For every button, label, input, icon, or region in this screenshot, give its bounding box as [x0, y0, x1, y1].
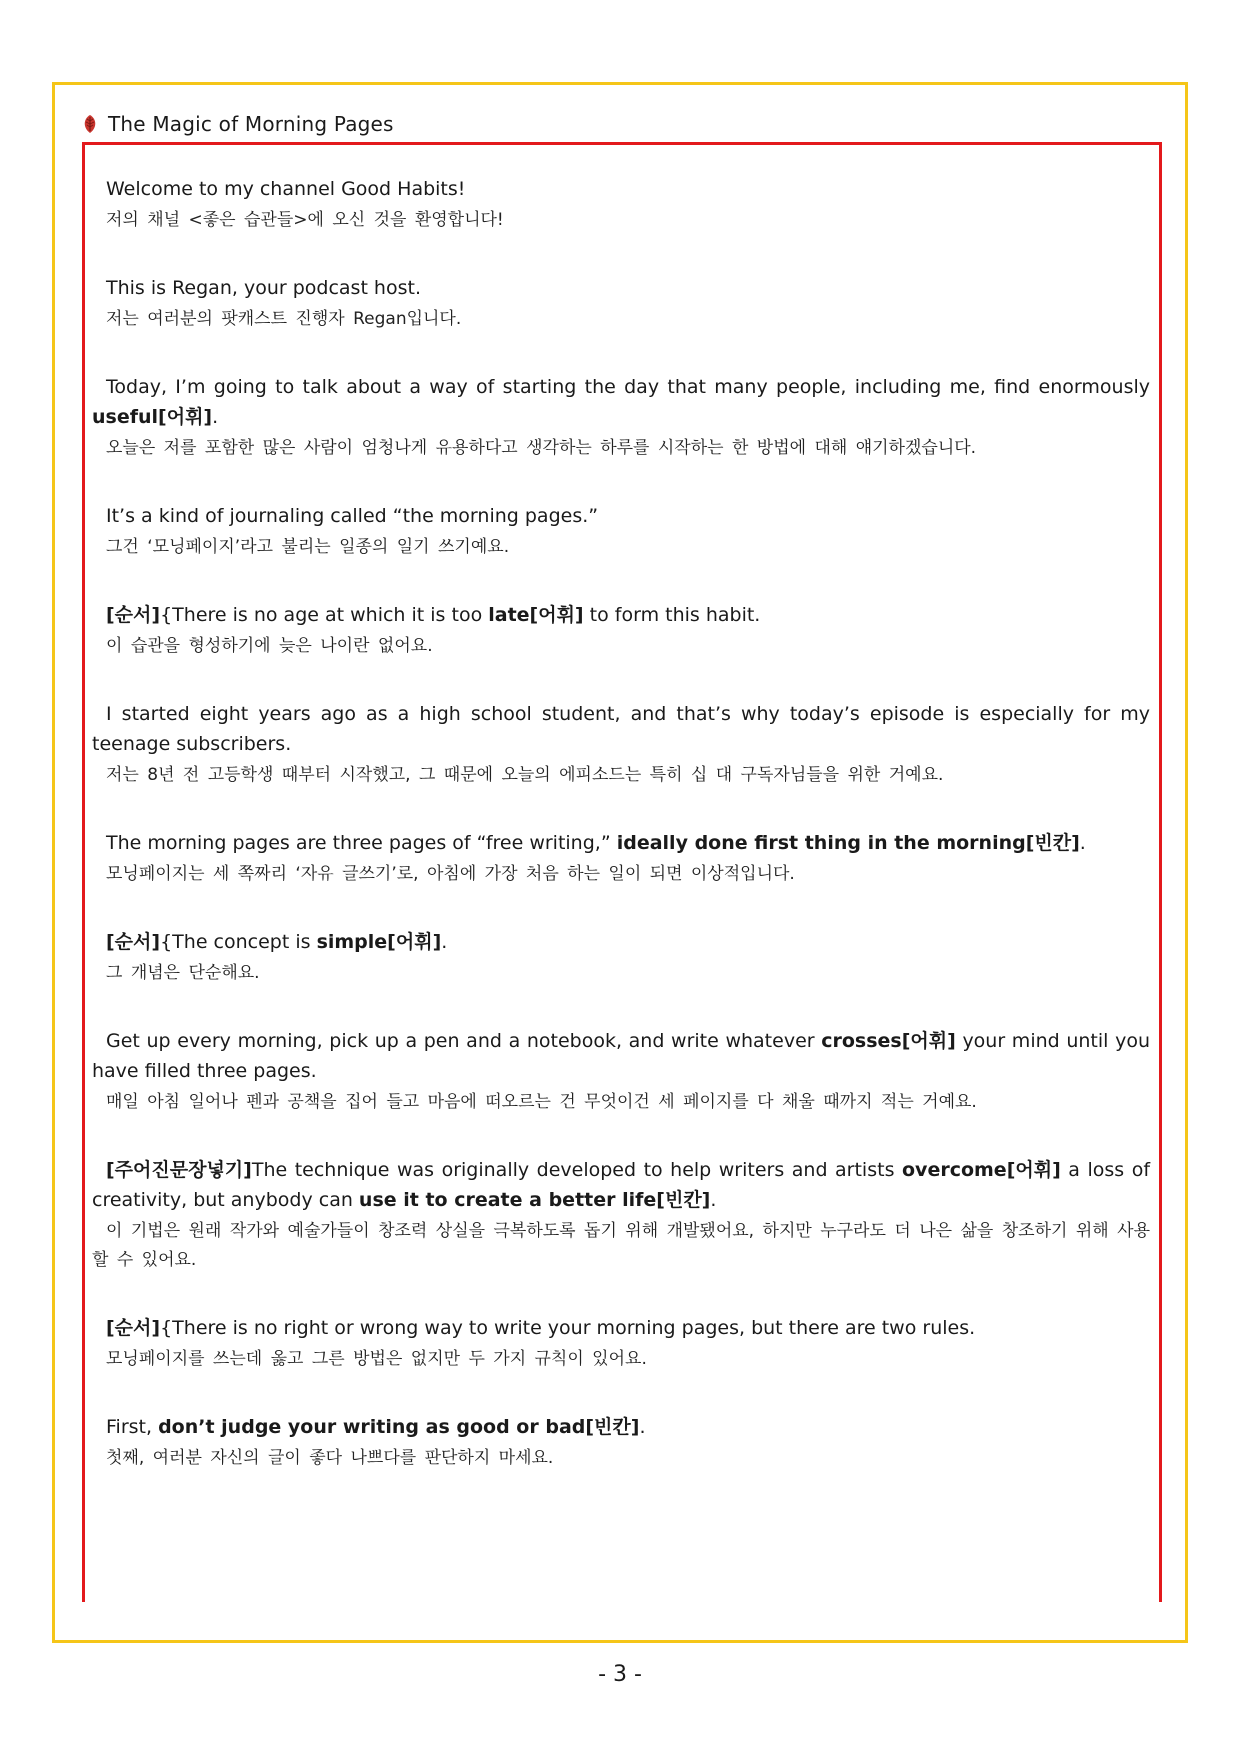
sentence-text: {The concept is [160, 931, 317, 953]
korean-translation: 저는 여러분의 팟캐스트 진행자 Regan입니다. [106, 309, 462, 329]
korean-translation: 오늘은 저를 포함한 많은 사람이 엄청나게 유용하다고 생각하는 하루를 시작하는 한 방법에 대해 얘기하겠습니다. [106, 438, 977, 458]
english-sentence [92, 273, 1150, 303]
marked-phrase: use it to create a better life[빈칸] [358, 1189, 711, 1211]
korean-translation: 저는 8년 전 고등학생 때부터 시작했고, 그 때문에 오늘의 에피소드는 특히 십 대 구독자님들을 위한 거예요. [106, 765, 944, 785]
bilingual-paragraph [92, 1412, 1150, 1473]
bilingual-paragraph [92, 600, 1150, 661]
english-sentence [92, 501, 1150, 531]
bilingual-paragraph [92, 1026, 1150, 1117]
english-sentence [92, 174, 1150, 204]
bilingual-paragraph [92, 372, 1150, 463]
sentence-text: I started eight years ago as a high school student, and that’s why today’s episode is especially for my teenage subscribers. [92, 703, 1150, 755]
sentence-text: The technique was originally developed to help writers and artists [251, 1159, 902, 1181]
bilingual-paragraph [92, 1313, 1150, 1374]
page-number: - 3 - [598, 1662, 642, 1687]
marked-phrase: ideally done first thing in the morning[빈칸] [616, 832, 1080, 854]
bilingual-paragraph [92, 1155, 1150, 1275]
marked-phrase: late[어휘] [488, 604, 584, 626]
english-sentence [92, 1412, 1150, 1442]
korean-translation: 저의 채널 <좋은 습관들>에 오신 것을 환영합니다! [106, 210, 504, 230]
sentence-text: . [639, 1416, 646, 1438]
marked-phrase: [순서] [106, 604, 161, 626]
bilingual-paragraph [92, 828, 1150, 889]
sentence-text: It’s a kind of journaling called “the morning pages.” [106, 505, 599, 527]
sentence-text: {There is no right or wrong way to write your morning pages, but there are two rules. [160, 1317, 976, 1339]
sentence-text: First, [106, 1416, 159, 1438]
english-sentence [92, 1026, 1150, 1086]
marked-phrase: [순서] [106, 1317, 161, 1339]
english-sentence [92, 828, 1150, 858]
sentence-text: Get up every morning, pick up a pen and a notebook, and write whatever [106, 1030, 822, 1052]
sentence-text: to form this habit. [583, 604, 761, 626]
marked-phrase: overcome[어휘] [902, 1159, 1061, 1181]
english-sentence [92, 699, 1150, 759]
bilingual-paragraph [92, 699, 1150, 790]
page-title: The Magic of Morning Pages [108, 112, 394, 136]
bilingual-paragraph [92, 927, 1150, 988]
korean-translation: 모닝페이지는 세 쪽짜리 ‘자유 글쓰기’로, 아침에 가장 처음 하는 일이 되면 이상적입니다. [106, 864, 795, 884]
marked-phrase: [순서] [106, 931, 161, 953]
bilingual-paragraph [92, 501, 1150, 562]
sentence-text: . [441, 931, 448, 953]
bilingual-paragraph [92, 174, 1150, 235]
content-area [92, 174, 1150, 1511]
sentence-text: your mind until you have filled three pages. [92, 1030, 1150, 1082]
english-sentence [92, 600, 1150, 630]
korean-translation: 이 습관을 형성하기에 늦은 나이란 없어요. [106, 636, 433, 656]
sentence-text: Today, I’m going to talk about a way of starting the day that many people, including me, find enormously [106, 376, 1150, 398]
korean-translation: 첫째, 여러분 자신의 글이 좋다 나쁘다를 판단하지 마세요. [106, 1448, 554, 1468]
korean-translation: 그건 ‘모닝페이지’라고 불리는 일종의 일기 쓰기예요. [106, 537, 510, 557]
sentence-text: a loss of creativity, but anybody can [92, 1159, 1151, 1211]
korean-translation: 매일 아침 일어나 펜과 공책을 집어 들고 마음에 떠오르는 건 무엇이건 세 페이지를 다 채울 때까지 적는 거예요. [106, 1092, 977, 1112]
sentence-text: . [710, 1189, 717, 1211]
bilingual-paragraph [92, 273, 1150, 334]
sentence-text: . [1079, 832, 1086, 854]
marked-phrase: useful[어휘] [92, 406, 213, 428]
marked-phrase: simple[어휘] [316, 931, 442, 953]
korean-translation: 그 개념은 단순해요. [106, 963, 260, 983]
sentence-text: This is Regan, your podcast host. [106, 277, 421, 299]
sentence-text: The morning pages are three pages of “free writing,” [106, 832, 617, 854]
english-sentence [92, 927, 1150, 957]
page-header [82, 110, 394, 138]
english-sentence [92, 1313, 1150, 1343]
sentence-text: {There is no age at which it is too [160, 604, 489, 626]
sentence-text: . [212, 406, 219, 428]
korean-translation: 이 기법은 원래 작가와 예술가들이 창조력 상실을 극복하도록 돕기 위해 개발됐어요, 하지만 누구라도 더 나은 삶을 창조하기 위해 사용할 수 있어요. [92, 1221, 1150, 1270]
korean-translation: 모닝페이지를 쓰는데 옳고 그른 방법은 없지만 두 가지 규칙이 있어요. [106, 1349, 647, 1369]
marked-phrase: crosses[어휘] [821, 1030, 956, 1052]
english-sentence [92, 372, 1150, 432]
marked-phrase: [주어진문장넣기] [106, 1159, 252, 1181]
leaf-icon [82, 114, 98, 134]
sentence-text: Welcome to my channel Good Habits! [106, 178, 466, 200]
marked-phrase: don’t judge your writing as good or bad[빈칸] [158, 1416, 640, 1438]
english-sentence [92, 1155, 1150, 1215]
